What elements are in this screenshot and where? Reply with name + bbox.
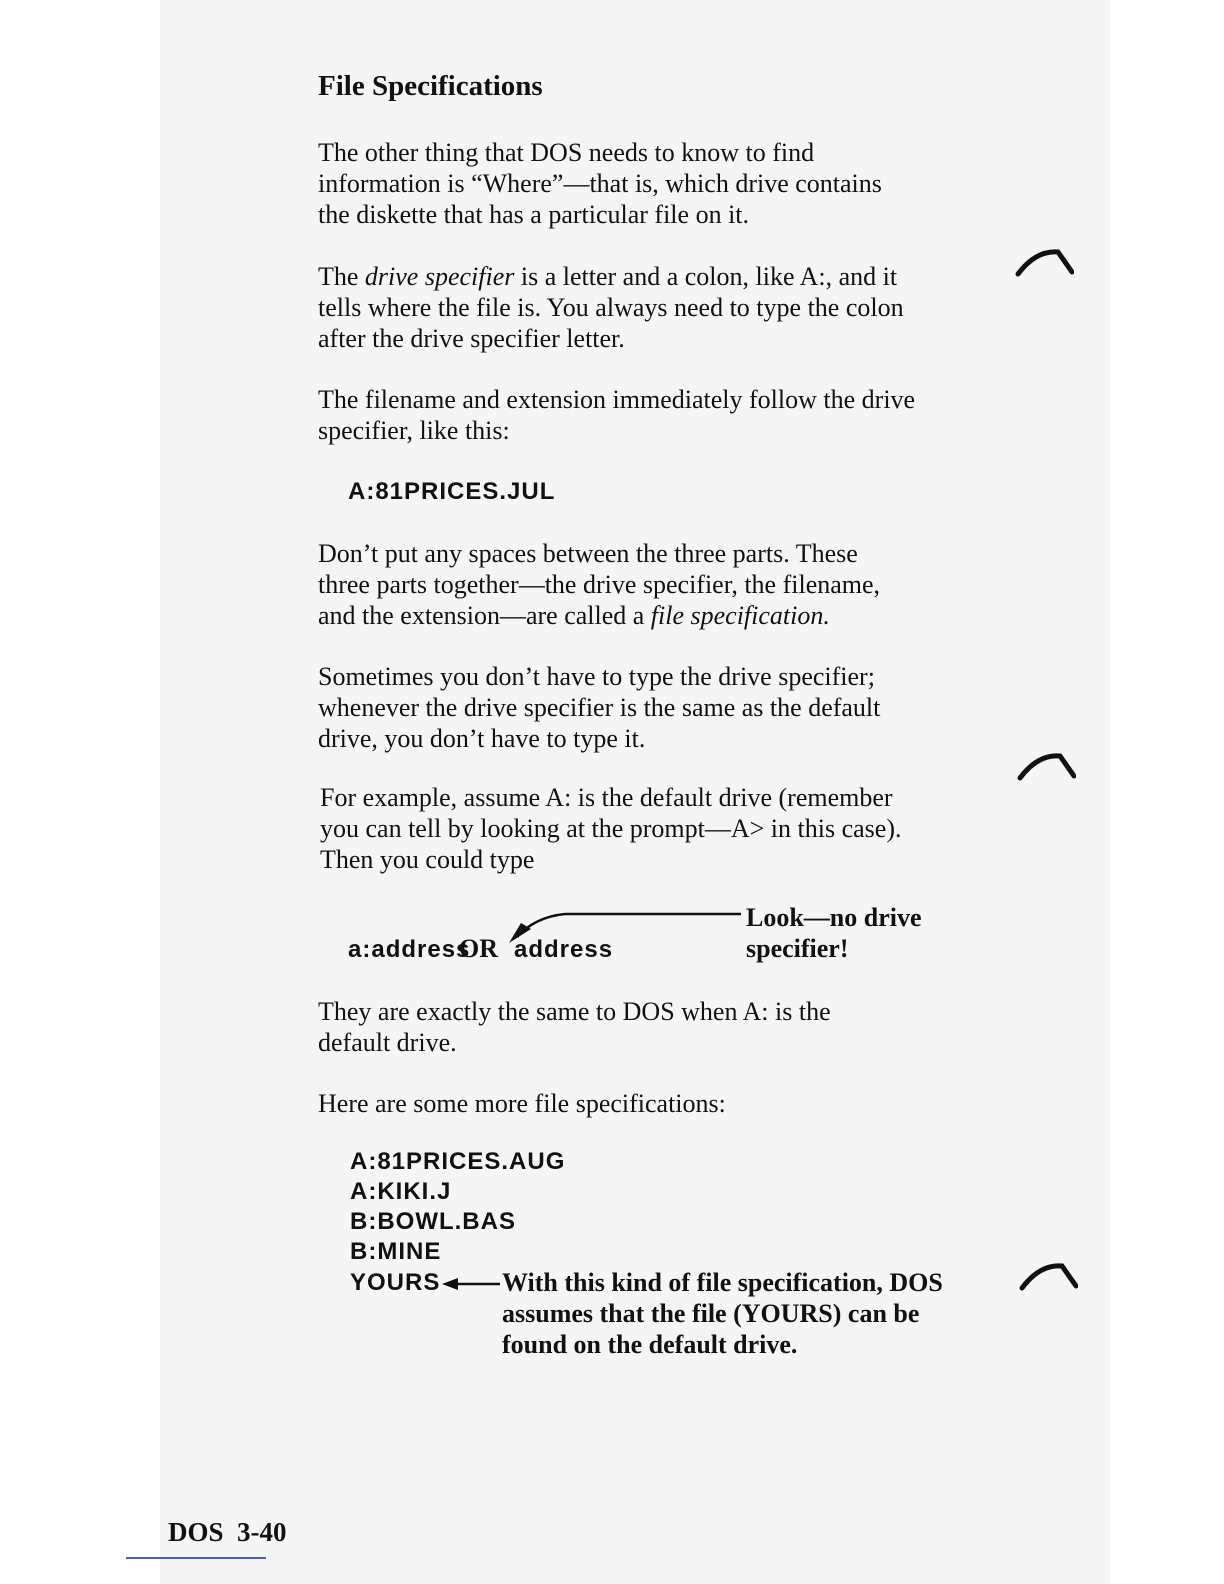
page-footer: DOS 3-40 (168, 1517, 287, 1547)
paragraph-sometimes: Sometimes you don’t have to type the drive specifier; whenever the drive specifier is the same as the default drive, you don’t have to type it. (318, 662, 881, 753)
p2-prefix: The (318, 262, 365, 291)
paragraph-where: The other thing that DOS needs to know to find information is “Where”—that is, which drive contains the diskette that has a particular file on it. (318, 138, 882, 229)
arrow-left-icon (505, 905, 745, 945)
arrow-left-icon (440, 1276, 502, 1292)
paragraph-for-example: For example, assume A: is the default drive (remember you can tell by looking at the prompt—A> in this case). Then you could type (320, 783, 902, 874)
example-or: OR (459, 934, 498, 963)
example-file-spec: A:81PRICES.JUL (348, 478, 556, 505)
paragraph-more-specs: Here are some more file specifications: (318, 1089, 726, 1118)
yours-label: YOURS (350, 1269, 441, 1296)
list-item: A:KIKI.J (350, 1178, 452, 1205)
section-heading: File Specifications (318, 70, 543, 102)
p2-suffix: is a letter and a colon, like A:, and it tells where the file is. You always need to type the colon after the drive specifier letter. (318, 262, 904, 353)
paragraph-exactly-same: They are exactly the same to DOS when A: is the default drive. (318, 997, 831, 1057)
yours-note: With this kind of file specification, DOS assumes that the file (YOURS) can be found on the default drive. (502, 1268, 943, 1359)
p4-prefix: Don’t put any spaces between the three parts. These three parts together—the drive specifier, the filename, and the extension—are called a (318, 539, 881, 630)
change-bar-mark-icon (1016, 752, 1076, 782)
list-item: B:MINE (350, 1238, 442, 1265)
change-bar-mark-icon (1014, 248, 1074, 278)
file-spec-list (350, 1147, 565, 1267)
list-item: A:81PRICES.AUG (350, 1148, 566, 1175)
example-full-address: a:address (348, 936, 471, 963)
paragraph-no-spaces (318, 538, 1018, 631)
change-bar-mark-icon (1018, 1262, 1078, 1292)
footer-rule (126, 1557, 266, 1559)
paragraph-drive-specifier (318, 261, 1018, 354)
p4-italic-term: file specification. (650, 601, 830, 630)
example-note: Look—no drive specifier! (746, 903, 922, 963)
example-short-address: address (514, 936, 614, 963)
p2-italic-term: drive specifier (364, 262, 515, 291)
list-item: B:BOWL.BAS (350, 1208, 516, 1235)
paragraph-filename-extension: The filename and extension immediately follow the drive specifier, like this: (318, 385, 916, 445)
